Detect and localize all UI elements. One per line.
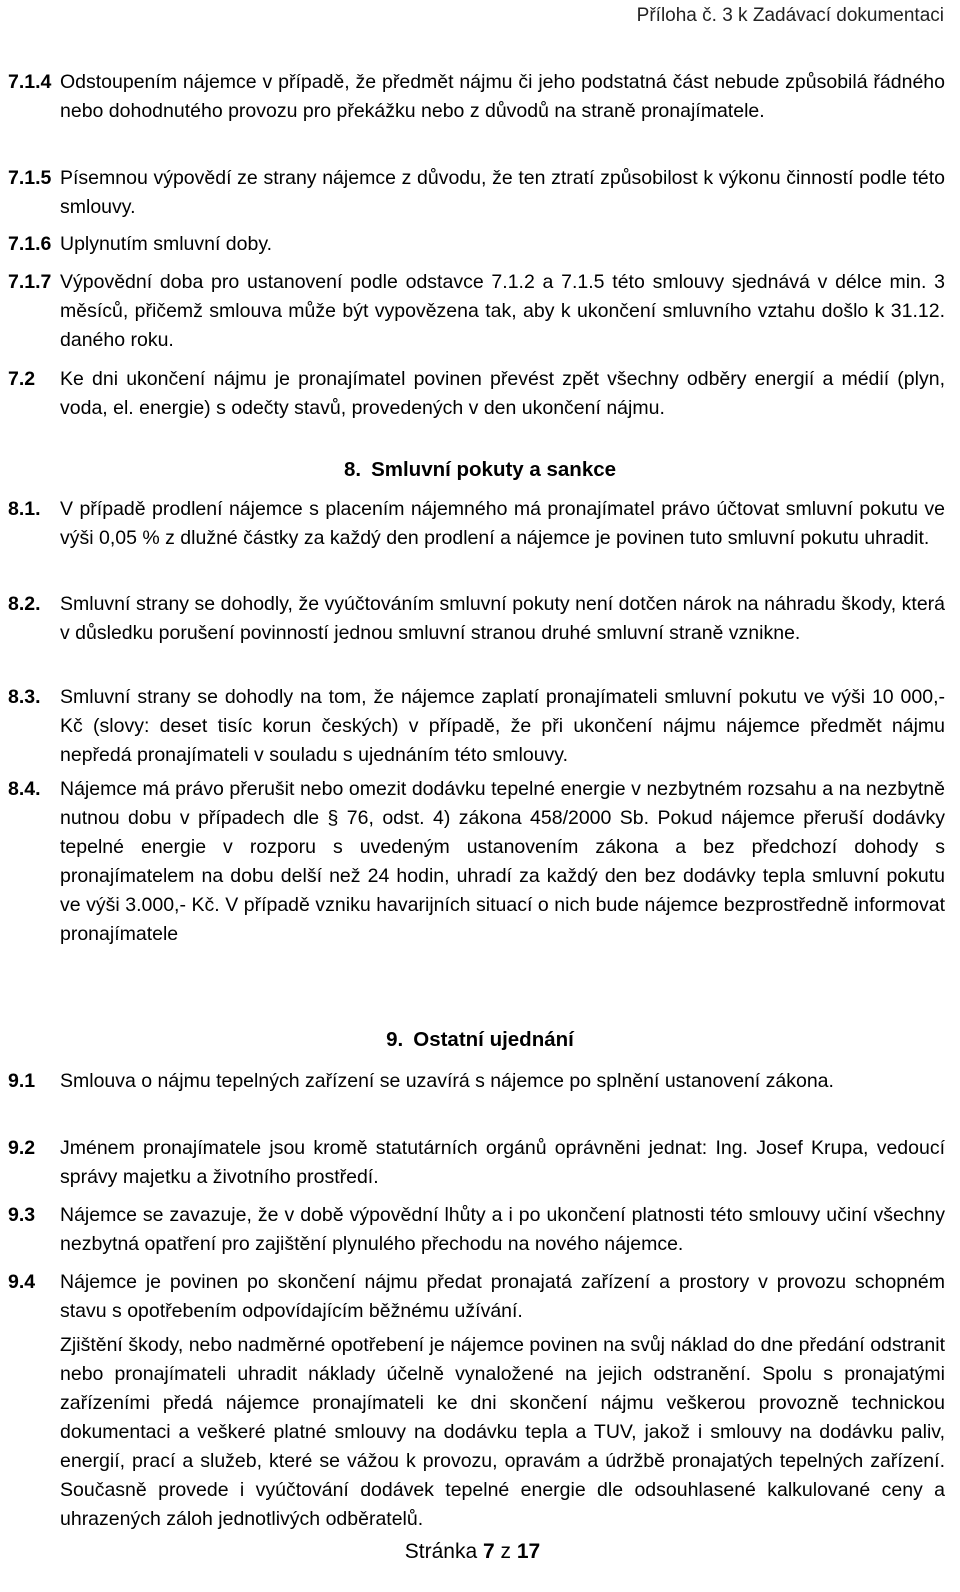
clause-9-3 [8,1201,945,1259]
section-9-heading [0,1025,960,1054]
clause-number: 8.2. [8,593,41,615]
clause-text: Výpovědní doba pro ustanovení podle odstavce 7.1.2 a 7.1.5 této smlouvy sjednává v délce min. 3 měsíců, přičemž smlouva může být vypovězena tak, aby k ukončení smluvního vztahu došlo k 31.12. daného roku. [60,271,945,351]
clause-number: 9.2 [8,1137,36,1159]
clause-number: 8.3. [8,686,41,708]
section-title: Ostatní ujednání [413,1028,574,1051]
clause-number: 9.3 [8,1204,36,1226]
section-number: 8. [343,458,362,481]
clause-9-1 [8,1067,945,1096]
page-header: Příloha č. 3 k Zadávací dokumentaci [636,5,944,26]
clause-8-2 [8,590,945,648]
footer-separator: z [500,1540,512,1563]
clause-9-2 [8,1134,945,1192]
clause-8-3 [8,683,945,770]
clause-7-1-5 [8,164,945,222]
clause-number: 7.2 [8,368,36,390]
clause-text: Odstoupením nájemce v případě, že předmět nájmu či jeho podstatná část nebude způsobilá řádného nebo dohodnutého provozu pro překážku nebo z důvodů na straně pronajímatele. [60,71,945,122]
clause-number: 7.1.4 [8,71,52,93]
clause-number: 8.4. [8,778,41,800]
clause-7-1-6 [8,230,945,259]
section-title: Smluvní pokuty a sankce [371,458,617,481]
clause-number: 7.1.7 [8,271,52,293]
clause-number: 7.1.5 [8,167,52,189]
clause-7-1-7 [8,268,945,355]
footer-page-number: 7 [482,1540,495,1563]
clause-number: 8.1. [8,498,41,520]
clause-text: Smluvní strany se dohodly na tom, že nájemce zaplatí pronajímateli smluvní pokutu ve výši 10 000,- Kč (slovy: deset tisíc korun českých) v případě, že při ukončení nájmu nájemce předmět nájmu nepředá pronajímateli v souladu s ujednáním této smlouvy. [60,686,945,766]
clause-text: Nájemce je povinen po skončení nájmu předat pronajatá zařízení a prostory v provozu schopném stavu s opotřebením odpovídajícím běžnému užívání. [60,1271,945,1322]
clause-9-4 [8,1268,945,1326]
clause-number: 7.1.6 [8,233,52,255]
footer-prefix: Stránka [404,1540,478,1563]
clause-text: Písemnou výpovědí ze strany nájemce z důvodu, že ten ztratí způsobilost k výkonu činností podle této smlouvy. [60,167,945,218]
clause-number: 9.4 [8,1271,36,1293]
clause-text: V případě prodlení nájemce s placením nájemného má pronajímatel právo účtovat smluvní pokutu ve výši 0,05 % z dlužné částky za každý den prodlení a nájemce je povinen tuto smluvní pokutu uhradit. [60,498,945,549]
clause-text: Smluvní strany se dohodly, že vyúčtováním smluvní pokuty není dotčen nárok na náhradu škody, která v důsledku porušení povinností jednou smluvní stranou druhé smluvní straně vznikne. [60,593,945,644]
page-footer [0,1540,945,1564]
clause-text: Smlouva o nájmu tepelných zařízení se uzavírá s nájemce po splnění ustanovení zákona. [60,1070,834,1092]
clause-7-1-4 [8,68,945,126]
clause-8-4 [8,775,945,949]
clause-text: Ke dni ukončení nájmu je pronajímatel povinen převést zpět všechny odběry energií a médií (plyn, voda, el. energie) s odečty stavů, provedených v den ukončení nájmu. [60,368,945,419]
footer-page-total: 17 [516,1540,541,1563]
clause-7-2 [8,365,945,423]
section-8-heading [0,455,960,484]
clause-text: Nájemce se zavazuje, že v době výpovědní lhůty a i po ukončení platnosti této smlouvy učiní všechny nezbytná opatření pro zajištění plynulého přechodu na nového nájemce. [60,1204,945,1255]
clause-text: Uplynutím smluvní doby. [60,233,273,255]
paragraph-9-4-continued: Zjištění škody, nebo nadměrné opotřebení je nájemce povinen na svůj náklad do dne předání odstranit nebo pronajímateli uhradit náklady účelně vynaložené na jejich odstranění. Spolu s pronajatými zařízeními předá nájemce pronajímateli ke dni skončení nájmu veškerou provozně technickou dokumentaci a veškeré platné smlouvy na dodávku tepla a TUV, jakož i smlouvy na dodávku paliv, energií, prací a služeb, které se vážou k provozu, opravám a údržbě pronajatých tepelných zařízení. Současně provede i vyúčtování dodávek tepelné energie dle odsouhlasené kalkulované ceny a uhrazených záloh jednotlivých odběratelů. [60,1334,945,1530]
section-number: 9. [386,1028,404,1051]
clause-number: 9.1 [8,1070,36,1092]
clause-8-1 [8,495,945,553]
clause-text: Jménem pronajímatele jsou kromě statutárních orgánů oprávněni jednat: Ing. Josef Krupa, vedoucí správy majetku a životního prostředí. [60,1137,945,1188]
clause-text: Nájemce má právo přerušit nebo omezit dodávku tepelné energie v nezbytném rozsahu a na nezbytně nutnou dobu v případech dle § 76, odst. 4) zákona 458/2000 Sb. Pokud nájemce přeruší dodávky tepelné energie v rozporu s uvedeným ustanovením zákona a bez předchozí dohody s pronajímatelem na dobu delší než 24 hodin, uhradí za každý den bez dodávky tepla smluvní pokutu ve výši 3.000,- Kč. V případě vzniku havarijních situací o nich bude nájemce bezprostředně informovat pronajímatele [60,778,945,945]
